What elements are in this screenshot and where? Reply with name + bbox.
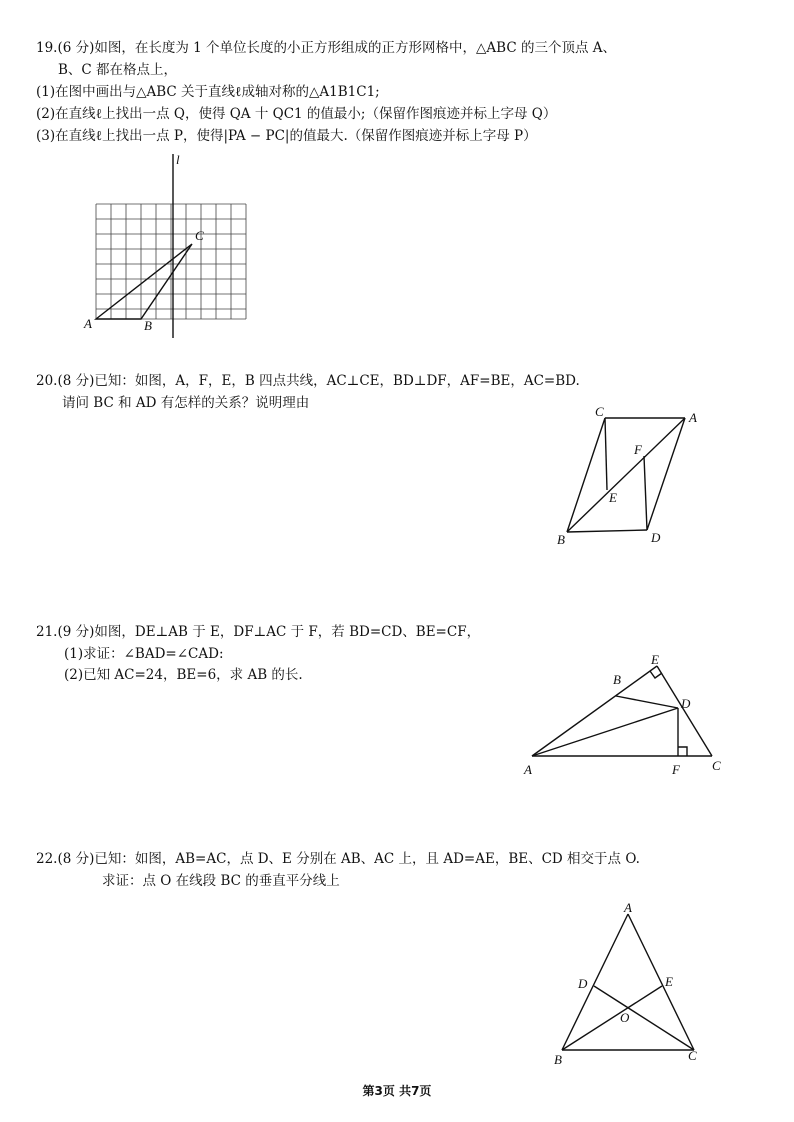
q21-label-a: A <box>524 762 532 777</box>
q22-label-o: O <box>620 1010 630 1025</box>
q21-right-angle-f <box>678 747 687 756</box>
q19-part1: (1)在图中画出与△ABC 关于直线ℓ成轴对称的△A1B1C1; <box>36 84 380 100</box>
q21-label-b: B <box>613 672 621 687</box>
q22-label-c: C <box>688 1048 697 1063</box>
q21-seg-ae <box>532 666 657 756</box>
q21-label-e: E <box>651 652 659 667</box>
q19-part3: (3)在直线ℓ上找出一点 P，使得|PA − PC|的值最大.（保留作图痕迹并标上字母 P） <box>36 128 537 144</box>
q21-seg-bd <box>616 696 678 708</box>
q20-label-f: F <box>634 442 642 457</box>
q22-label-a: A <box>624 900 632 915</box>
q20-label-c: C <box>595 404 604 419</box>
q20-seg-ab <box>567 418 685 532</box>
q20-figure <box>555 400 715 550</box>
q19-label-b: B <box>144 318 152 333</box>
q20-label-a: A <box>689 410 697 425</box>
q19-grid-figure <box>80 150 260 340</box>
q20-seg-ad <box>647 418 685 530</box>
q21-label-d: D <box>681 696 691 711</box>
q20-seg-ce <box>605 418 607 490</box>
q21-figure <box>520 650 730 780</box>
q20-ask: 请问 BC 和 AD 有怎样的关系？说明理由 <box>62 395 310 411</box>
q19-part2: (2)在直线ℓ上找出一点 Q，使得 QA 十 QC1 的值最小;（保留作图痕迹并标上字母 Q） <box>36 106 557 122</box>
q22-label-b: B <box>554 1052 562 1067</box>
q21-label-c: C <box>712 758 721 773</box>
q22-label-e: E <box>665 974 673 989</box>
q19-stem: 19.(6 分)如图，在长度为 1 个单位长度的小正方形组成的正方形网格中，△ABC 的三个顶点 A、 <box>36 40 617 56</box>
q19-triangle-abc <box>96 244 192 319</box>
q19-stem-cont: B、C 都在格点上， <box>58 62 178 78</box>
q22-prove: 求证：点 O 在线段 BC 的垂直平分线上 <box>102 873 340 889</box>
q21-part2: (2)已知 AC=24，BE=6，求 AB 的长. <box>64 667 303 683</box>
q21-seg-ad <box>532 708 678 756</box>
q20-label-e: E <box>609 490 617 505</box>
q20-label-d: D <box>651 530 661 545</box>
q22-figure <box>548 900 708 1070</box>
page-footer: 第3页 共7页 <box>362 1084 432 1098</box>
q19-label-l: l <box>176 152 180 167</box>
q19-label-c: C <box>195 228 204 243</box>
q22-stem: 22.(8 分)已知：如图，AB=AC，点 D、E 分别在 AB、AC 上，且 AD=AE，BE、CD 相交于点 O. <box>36 851 640 867</box>
q21-part1: (1)求证：∠BAD=∠CAD: <box>64 646 224 662</box>
q21-stem: 21.(9 分)如图，DE⊥AB 于 E，DF⊥AC 于 F，若 BD=CD、BE=CF， <box>36 624 481 640</box>
q20-seg-fd <box>644 456 647 530</box>
q20-label-b: B <box>557 532 565 547</box>
q21-seg-ec <box>657 666 712 756</box>
q21-label-f: F <box>672 762 680 777</box>
q22-label-d: D <box>578 976 588 991</box>
q20-seg-cb <box>567 418 605 532</box>
q19-label-a: A <box>84 316 92 331</box>
q20-stem: 20.(8 分)已知：如图，A，F，E，B 四点共线，AC⊥CE，BD⊥DF，AF=BE，AC=BD. <box>36 373 580 389</box>
q20-seg-bd <box>567 530 647 532</box>
